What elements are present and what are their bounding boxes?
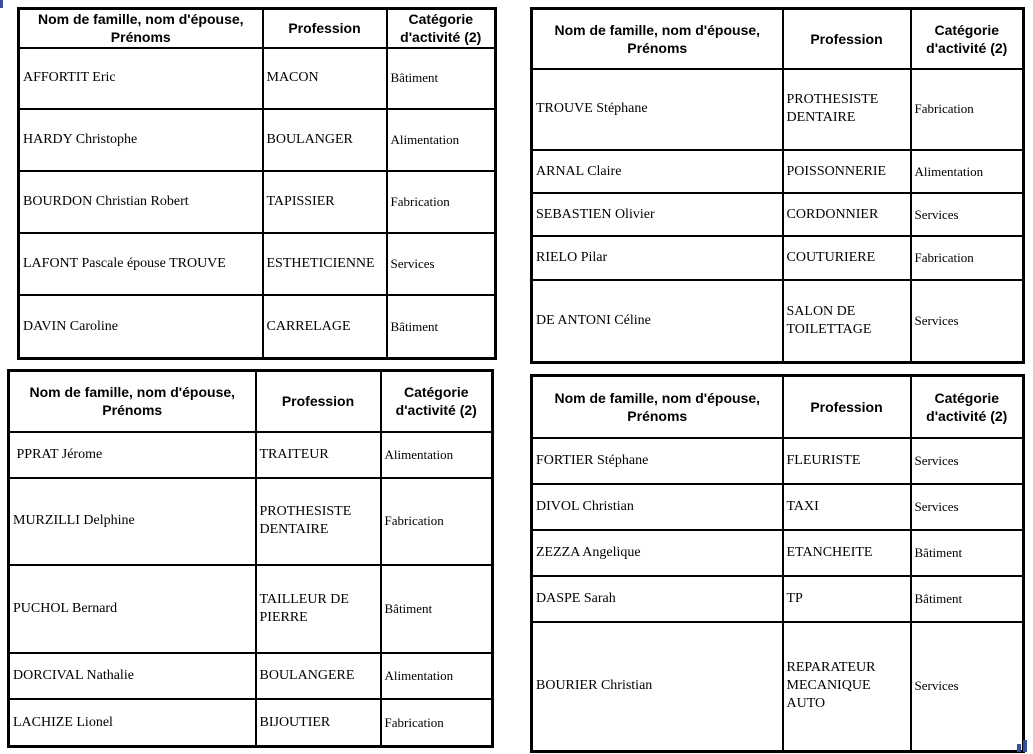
cell-name: AFFORTIT Eric xyxy=(19,48,263,110)
cell-category: Services xyxy=(911,484,1024,530)
cell-name: SEBASTIEN Olivier xyxy=(532,193,783,236)
cell-name: DORCIVAL Nathalie xyxy=(9,653,256,699)
table-row xyxy=(532,576,1024,622)
table-row xyxy=(532,484,1024,530)
cell-profession: SALON DE TOILETTAGE xyxy=(783,280,911,363)
cell-category: Alimentation xyxy=(911,150,1024,193)
brand-mark-icon xyxy=(1017,740,1031,752)
table-row xyxy=(9,653,493,699)
cell-name: LACHIZE Lionel xyxy=(9,699,256,746)
table-row xyxy=(532,530,1024,576)
table-header-row xyxy=(9,371,493,432)
cell-profession: TRAITEUR xyxy=(256,432,381,478)
cell-name: TROUVE Stéphane xyxy=(532,69,783,151)
cell-name: BOURIER Christian xyxy=(532,622,783,752)
header-name: Nom de famille, nom d'épouse, Prénoms xyxy=(532,376,783,438)
cell-category: Bâtiment xyxy=(381,565,493,653)
cell-profession: BIJOUTIER xyxy=(256,699,381,746)
header-category: Catégorie d'activité (2) xyxy=(911,9,1024,69)
cell-profession: BOULANGER xyxy=(263,109,387,171)
table-row xyxy=(532,236,1024,279)
cell-name: PPRAT Jérome xyxy=(9,432,256,478)
table-row xyxy=(532,280,1024,363)
cell-profession: POISSONNERIE xyxy=(783,150,911,193)
header-profession: Profession xyxy=(263,9,387,48)
cell-name: LAFONT Pascale épouse TROUVE xyxy=(19,233,263,295)
cell-profession: PROTHESISTE DENTAIRE xyxy=(783,69,911,151)
table-row xyxy=(532,69,1024,151)
cell-name: DAVIN Caroline xyxy=(19,295,263,359)
cell-profession: TP xyxy=(783,576,911,622)
header-category: Catégorie d'activité (2) xyxy=(911,376,1024,438)
table-header-row xyxy=(532,376,1024,438)
cell-profession: ETANCHEITE xyxy=(783,530,911,576)
table-row xyxy=(532,193,1024,236)
table-row xyxy=(19,233,496,295)
table-row xyxy=(19,48,496,110)
cell-category: Bâtiment xyxy=(911,530,1024,576)
table-row xyxy=(9,565,493,653)
table-row xyxy=(9,432,493,478)
cell-category: Bâtiment xyxy=(911,576,1024,622)
cell-profession: FLEURISTE xyxy=(783,438,911,484)
cell-category: Fabrication xyxy=(911,69,1024,151)
table-row xyxy=(9,478,493,566)
cell-name: ARNAL Claire xyxy=(532,150,783,193)
registry-table-3 xyxy=(7,369,494,748)
registry-table-2 xyxy=(530,7,1025,364)
table-header-row xyxy=(532,9,1024,69)
cell-profession: TAILLEUR DE PIERRE xyxy=(256,565,381,653)
cell-name: DE ANTONI Céline xyxy=(532,280,783,363)
table-row xyxy=(9,699,493,746)
header-name: Nom de famille, nom d'épouse, Prénoms xyxy=(9,371,256,432)
cell-profession: REPARATEUR MECANIQUE AUTO xyxy=(783,622,911,752)
cell-category: Services xyxy=(911,280,1024,363)
table-row xyxy=(532,150,1024,193)
cell-name: ZEZZA Angelique xyxy=(532,530,783,576)
cell-profession: CARRELAGE xyxy=(263,295,387,359)
cell-profession: ESTHETICIENNE xyxy=(263,233,387,295)
corner-mark xyxy=(0,0,3,8)
table-row xyxy=(532,622,1024,752)
cell-category: Alimentation xyxy=(381,653,493,699)
cell-profession: PROTHESISTE DENTAIRE xyxy=(256,478,381,566)
table-row xyxy=(19,171,496,233)
header-profession: Profession xyxy=(783,9,911,69)
cell-name: DASPE Sarah xyxy=(532,576,783,622)
cell-name: BOURDON Christian Robert xyxy=(19,171,263,233)
header-profession: Profession xyxy=(256,371,381,432)
header-name: Nom de famille, nom d'épouse, Prénoms xyxy=(19,9,263,48)
cell-profession: COUTURIERE xyxy=(783,236,911,279)
cell-category: Fabrication xyxy=(381,699,493,746)
cell-category: Fabrication xyxy=(381,478,493,566)
table-row xyxy=(19,109,496,171)
cell-profession: TAPISSIER xyxy=(263,171,387,233)
header-category: Catégorie d'activité (2) xyxy=(381,371,493,432)
cell-category: Services xyxy=(387,233,496,295)
cell-category: Fabrication xyxy=(911,236,1024,279)
cell-name: MURZILLI Delphine xyxy=(9,478,256,566)
cell-profession: TAXI xyxy=(783,484,911,530)
cell-category: Services xyxy=(911,438,1024,484)
header-profession: Profession xyxy=(783,376,911,438)
cell-profession: CORDONNIER xyxy=(783,193,911,236)
cell-profession: MACON xyxy=(263,48,387,110)
header-name: Nom de famille, nom d'épouse, Prénoms xyxy=(532,9,783,69)
header-category: Catégorie d'activité (2) xyxy=(387,9,496,48)
cell-name: FORTIER Stéphane xyxy=(532,438,783,484)
cell-name: DIVOL Christian xyxy=(532,484,783,530)
registry-table-1 xyxy=(17,7,497,360)
cell-name: RIELO Pilar xyxy=(532,236,783,279)
cell-category: Services xyxy=(911,193,1024,236)
cell-category: Alimentation xyxy=(387,109,496,171)
cell-profession: BOULANGERE xyxy=(256,653,381,699)
registry-table-4 xyxy=(530,374,1025,753)
cell-name: PUCHOL Bernard xyxy=(9,565,256,653)
cell-category: Bâtiment xyxy=(387,295,496,359)
cell-category: Fabrication xyxy=(387,171,496,233)
table-header-row xyxy=(19,9,496,48)
cell-category: Bâtiment xyxy=(387,48,496,110)
cell-category: Alimentation xyxy=(381,432,493,478)
table-row xyxy=(19,295,496,359)
table-row xyxy=(532,438,1024,484)
cell-category: Services xyxy=(911,622,1024,752)
cell-name: HARDY Christophe xyxy=(19,109,263,171)
